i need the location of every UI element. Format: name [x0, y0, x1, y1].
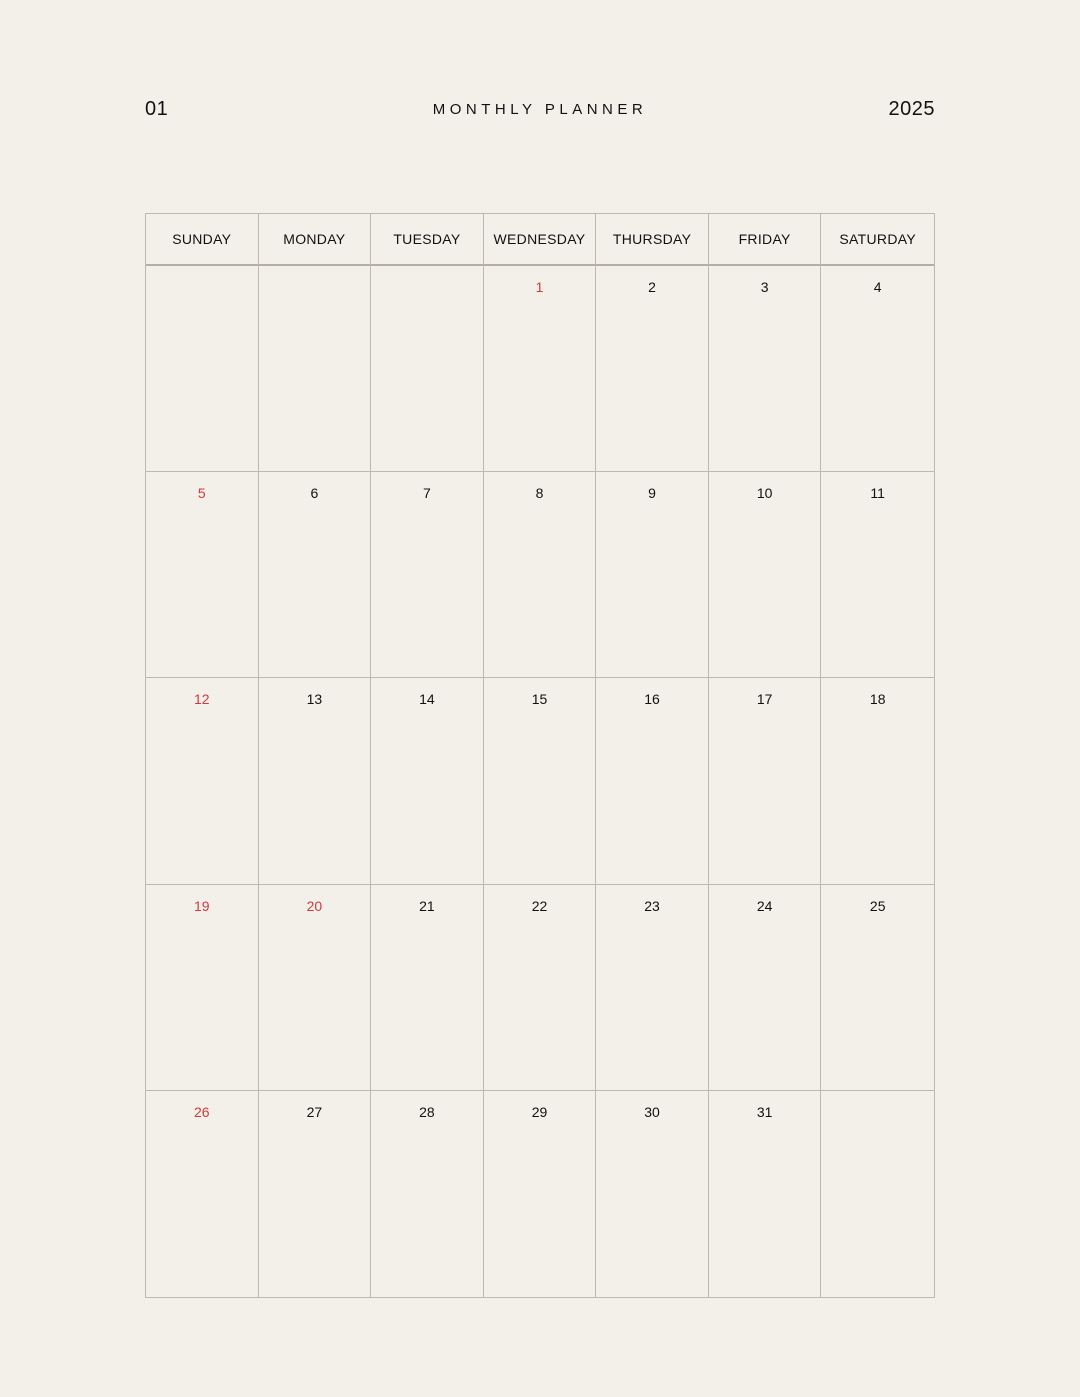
day-cell[interactable]: [596, 266, 709, 472]
day-number: 23: [644, 897, 660, 914]
day-cell[interactable]: [821, 266, 934, 472]
day-number: 3: [760, 279, 769, 295]
day-cell[interactable]: [484, 472, 597, 678]
day-cell[interactable]: [259, 678, 372, 884]
day-number: 20: [306, 897, 323, 914]
day-cell[interactable]: [371, 472, 484, 678]
day-cell[interactable]: [146, 678, 259, 884]
calendar-grid: [145, 213, 935, 1298]
day-cell[interactable]: [709, 678, 822, 884]
weekday-header-friday: FRIDAY: [709, 214, 822, 266]
day-number: 4: [873, 279, 882, 295]
weekday-header-sunday: SUNDAY: [146, 214, 259, 266]
day-number: 21: [419, 897, 435, 914]
day-cell[interactable]: [371, 1091, 484, 1297]
day-number: 1: [535, 279, 544, 295]
day-number: 24: [756, 897, 773, 914]
weekday-header-saturday: SATURDAY: [821, 214, 934, 266]
weekday-header-thursday: THURSDAY: [596, 214, 709, 266]
day-number: 31: [756, 1103, 773, 1120]
day-number: 6: [310, 485, 319, 502]
day-number: 28: [419, 1103, 435, 1120]
day-number: 26: [193, 1103, 210, 1120]
day-cell[interactable]: [259, 266, 372, 472]
day-number: 13: [306, 691, 323, 708]
day-cell[interactable]: [596, 885, 709, 1091]
day-cell[interactable]: [259, 885, 372, 1091]
day-cell[interactable]: [484, 1091, 597, 1297]
day-cell[interactable]: [146, 1091, 259, 1297]
day-number: 11: [870, 485, 885, 502]
day-number: 18: [869, 691, 886, 708]
day-cell[interactable]: [821, 472, 934, 678]
day-cell[interactable]: [146, 472, 259, 678]
day-cell[interactable]: [259, 1091, 372, 1297]
page-title: MONTHLY PLANNER: [432, 101, 648, 118]
day-number: 9: [648, 485, 656, 502]
day-cell[interactable]: [484, 266, 597, 472]
weekday-header-monday: MONDAY: [259, 214, 372, 266]
day-cell[interactable]: [709, 1091, 822, 1297]
day-number: 7: [423, 485, 431, 502]
day-number: 25: [869, 897, 886, 914]
month-number: 01: [145, 98, 169, 120]
day-number: 8: [535, 485, 544, 502]
day-cell[interactable]: [371, 266, 484, 472]
day-cell[interactable]: [709, 885, 822, 1091]
day-cell[interactable]: [371, 678, 484, 884]
weekday-header-wednesday: WEDNESDAY: [484, 214, 597, 266]
day-cell[interactable]: [146, 266, 259, 472]
day-cell[interactable]: [596, 678, 709, 884]
day-number: 27: [306, 1103, 323, 1120]
day-number: 5: [197, 485, 206, 502]
day-number: 17: [756, 691, 773, 708]
day-cell[interactable]: [484, 678, 597, 884]
day-number: 19: [193, 897, 210, 914]
day-cell[interactable]: [821, 1091, 934, 1297]
weekday-header-tuesday: TUESDAY: [371, 214, 484, 266]
day-number: 10: [756, 485, 773, 502]
day-cell[interactable]: [709, 266, 822, 472]
day-number: 16: [644, 691, 660, 708]
day-cell[interactable]: [371, 885, 484, 1091]
day-number: 29: [531, 1103, 548, 1120]
day-number: 12: [193, 691, 210, 708]
day-number: 15: [531, 691, 548, 708]
day-cell[interactable]: [484, 885, 597, 1091]
day-cell[interactable]: [821, 678, 934, 884]
day-number: 2: [648, 279, 656, 295]
day-cell[interactable]: [146, 885, 259, 1091]
day-number: 22: [531, 897, 548, 914]
day-number: 30: [644, 1103, 660, 1120]
day-number: 14: [419, 691, 435, 708]
day-cell[interactable]: [821, 885, 934, 1091]
day-cell[interactable]: [709, 472, 822, 678]
planner-header: [145, 96, 935, 126]
day-cell[interactable]: [259, 472, 372, 678]
day-cell[interactable]: [596, 1091, 709, 1297]
day-cell[interactable]: [596, 472, 709, 678]
year-label: 2025: [888, 98, 935, 120]
